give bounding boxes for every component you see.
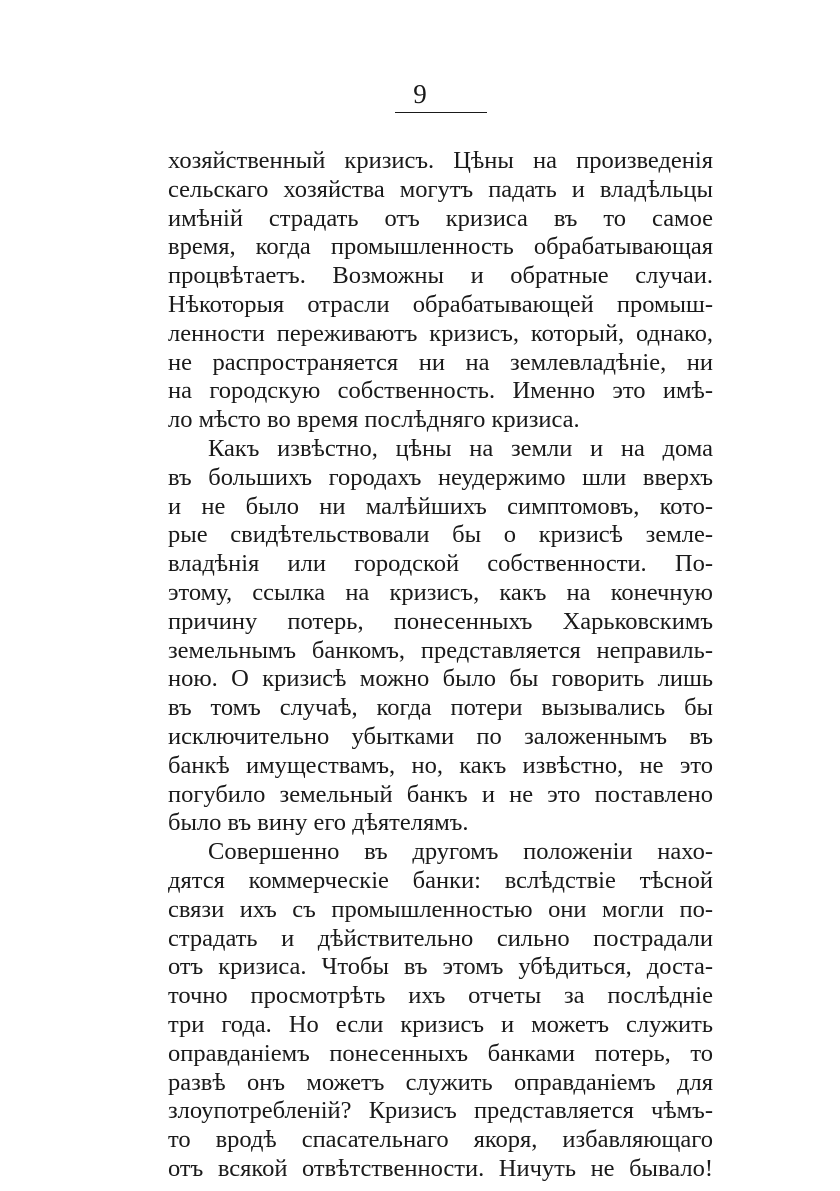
text-line: Совершенно въ другомъ положеніи нахо- — [208, 838, 713, 866]
body-text — [168, 147, 713, 1184]
text-line: три года. Но если кризисъ и можетъ служить — [168, 1010, 713, 1038]
text-line: въ томъ случаѣ, когда потери вызывались бы — [168, 694, 713, 722]
text-line: Нѣкоторыя отрасли обрабатывающей промыш- — [168, 290, 713, 318]
text-line: развѣ онъ можетъ служить оправданіемъ для — [168, 1068, 713, 1096]
text-line: сельскаго хозяйства могутъ падать и владѣльцы — [168, 175, 713, 203]
text-line: не распространяется ни на землевладѣніе, ни — [168, 348, 713, 376]
text-line: связи ихъ съ промышленностью они могли по- — [168, 895, 713, 923]
text-line: точно просмотрѣть ихъ отчеты за послѣдніе — [168, 982, 713, 1010]
text-line: оправданіемъ понесенныхъ банками потерь, то — [168, 1039, 713, 1067]
text-line: владѣнія или городской собственности. По- — [168, 550, 713, 578]
text-line: хозяйственный кризисъ. Цѣны на произведенія — [168, 147, 713, 174]
text-line: Какъ извѣстно, цѣны на земли и на дома — [208, 434, 713, 462]
text-line: ленности переживаютъ кризисъ, который, однако, — [168, 319, 713, 347]
text-line: рые свидѣтельствовали бы о кризисѣ земле- — [168, 521, 713, 549]
text-line: то вродѣ спасательнаго якоря, избавляющаго — [168, 1126, 713, 1154]
text-line: отъ кризиса. Чтобы въ этомъ убѣдиться, доста- — [168, 953, 713, 981]
text-line: погубило земельный банкъ и не это поставлено — [168, 780, 713, 808]
text-line: этому, ссылка на кризисъ, какъ на конечную — [168, 578, 713, 606]
text-line: имѣній страдать отъ кризиса въ то самое — [168, 204, 713, 232]
text-line: ною. О кризисѣ можно было бы говорить лишь — [168, 665, 713, 693]
text-line: страдать и дѣйствительно сильно пострадали — [168, 924, 713, 952]
text-line: земельнымъ банкомъ, представляется неправиль- — [168, 636, 713, 664]
text-line: на городскую собственность. Именно это имѣ- — [168, 377, 713, 405]
text-line: въ большихъ городахъ неудержимо шли вверхъ — [168, 463, 713, 491]
text-line: злоупотребленій? Кризисъ представляется чѣмъ- — [168, 1097, 713, 1125]
text-line: и не было ни малѣйшихъ симптомовъ, кото- — [168, 492, 713, 520]
text-line: дятся коммерческіе банки: вслѣдствіе тѣсной — [168, 866, 713, 894]
page-number-rule — [395, 112, 487, 113]
text-line: время, когда промышленность обрабатывающая — [168, 233, 713, 261]
page-number: 9 — [413, 79, 427, 109]
text-line: процвѣтаетъ. Возможны и обратные случаи. — [168, 262, 713, 290]
text-line: причину потерь, понесенныхъ Харьковскимъ — [168, 607, 713, 635]
text-line: ло мѣсто во время послѣдняго кризиса. — [168, 406, 580, 434]
text-line: было въ вину его дѣятелямъ. — [168, 809, 469, 837]
text-line: банкѣ имуществамъ, но, какъ извѣстно, не это — [168, 751, 713, 779]
text-line: отъ всякой отвѣтственности. Ничуть не бывало! — [168, 1154, 713, 1182]
text-line: исключительно убытками по заложеннымъ въ — [168, 722, 713, 750]
